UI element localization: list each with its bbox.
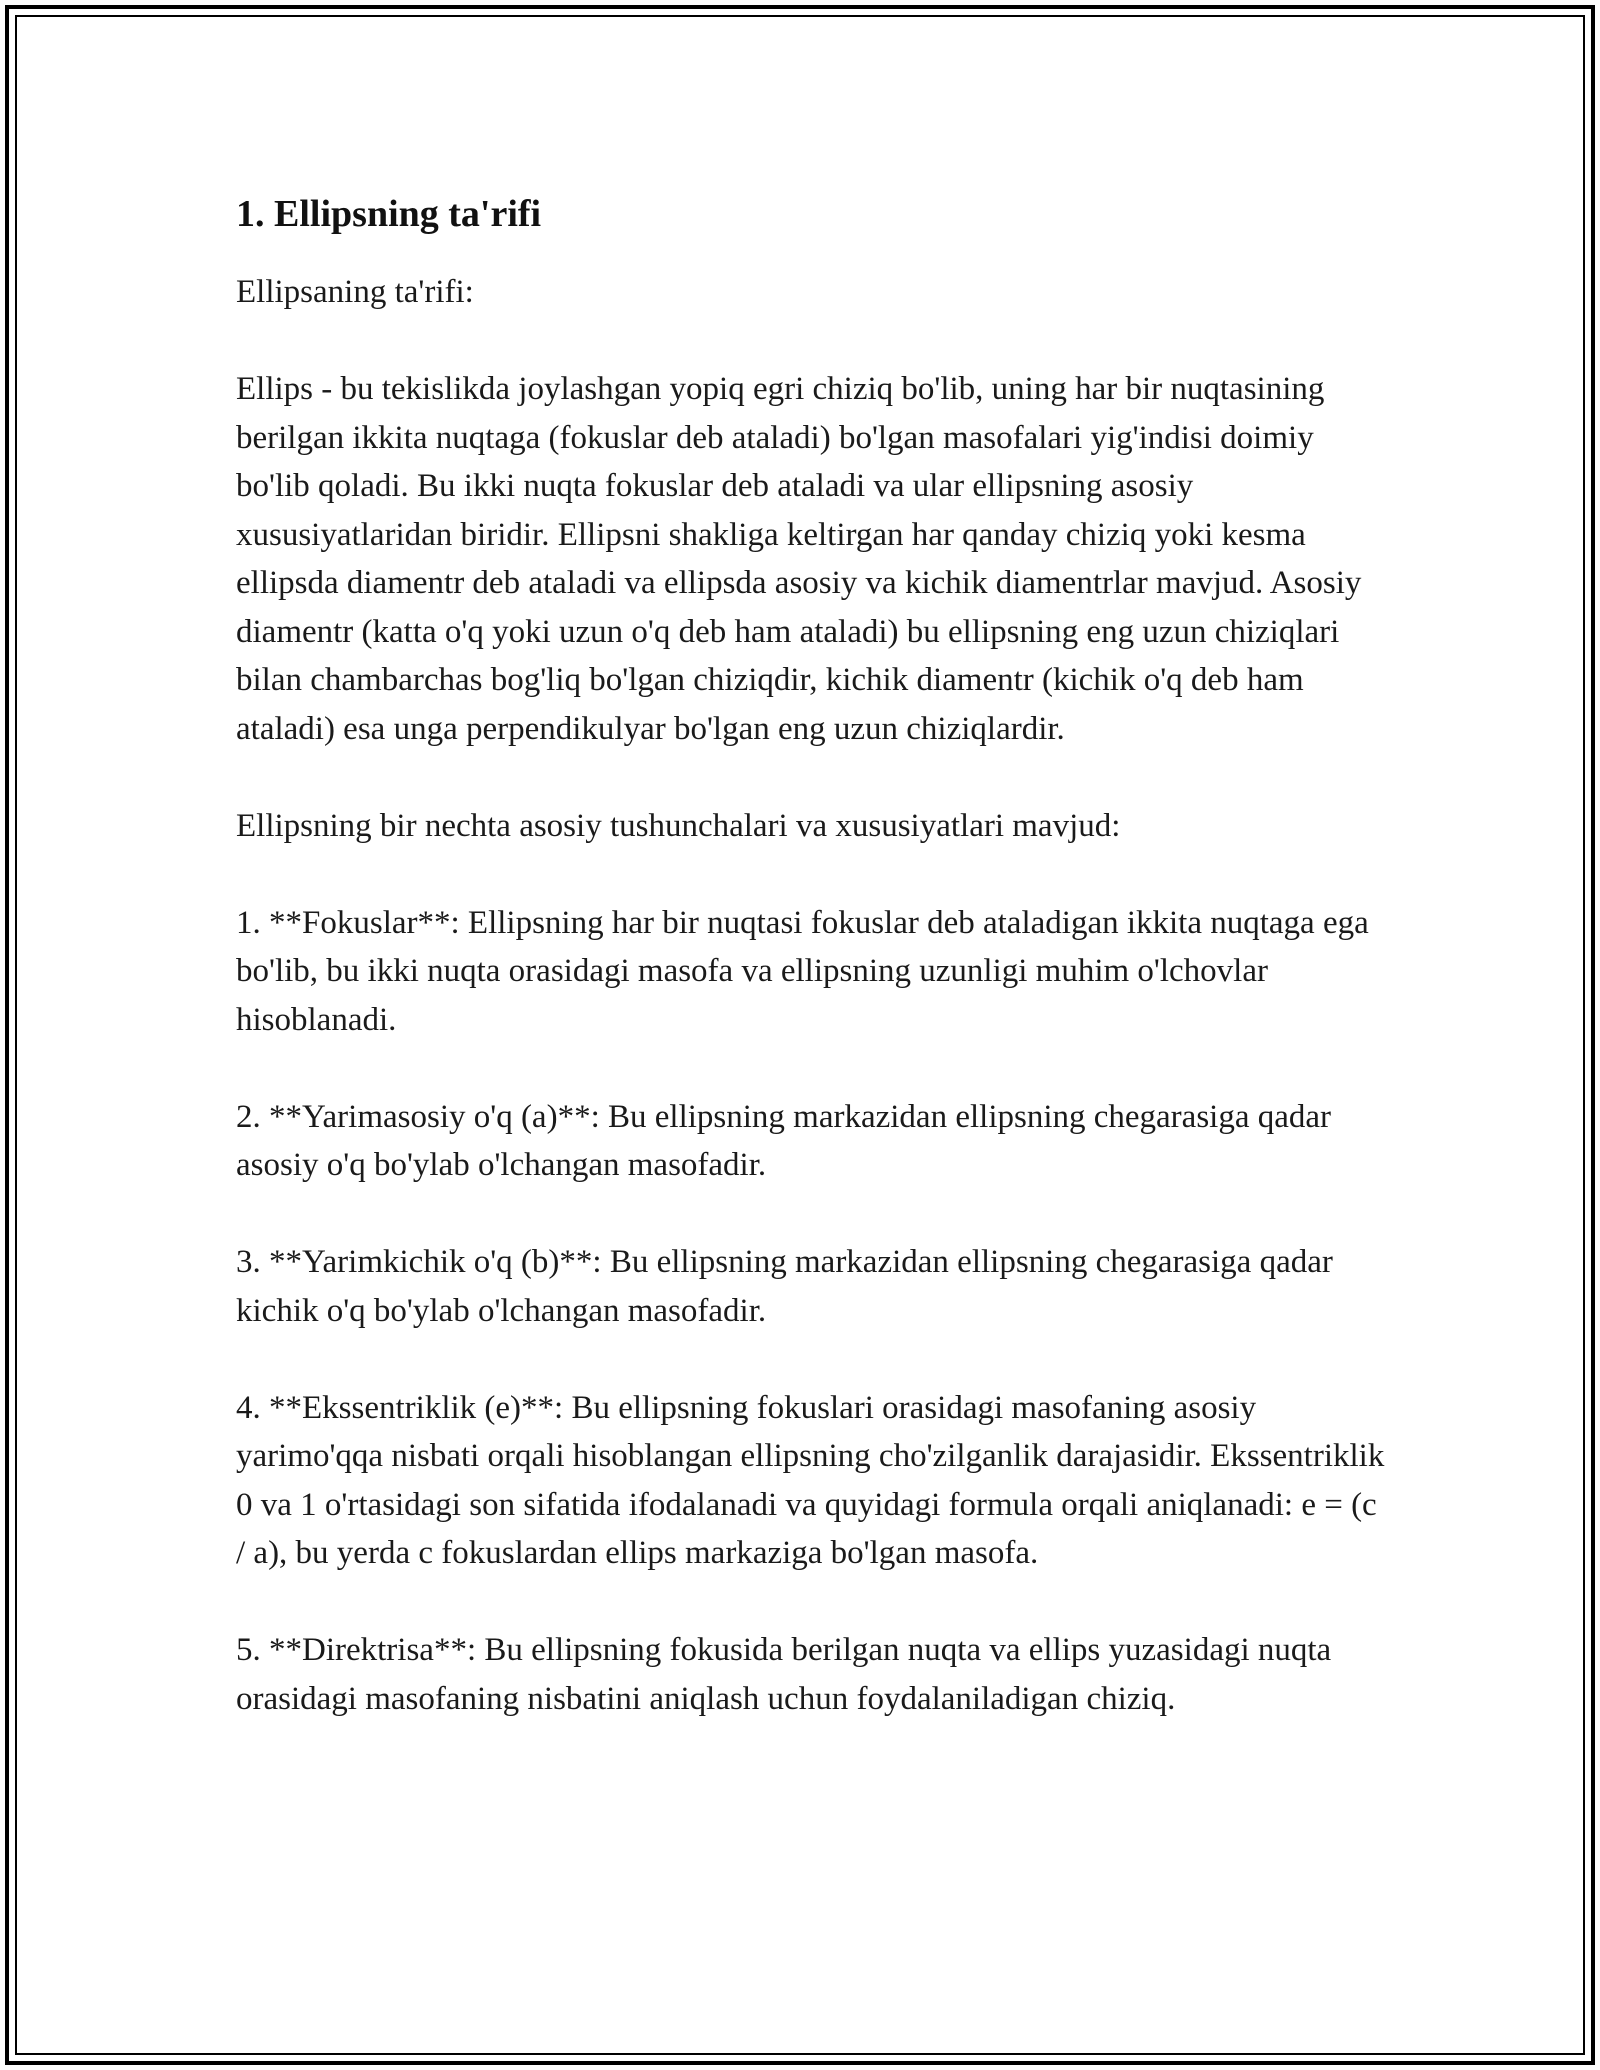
document-title: 1. Ellipsning ta'rifi xyxy=(236,193,542,235)
intro-label: Ellipsaning ta'rifi: xyxy=(236,274,474,310)
list-item-directrix: 5. **Direktrisa**: Bu ellipsning fokusida berilgan nuqta va ellips yuzasidagi nuqta orasidagi masofaning nisbatini aniqlash uchun foydalaniladigan chiziq. xyxy=(236,1632,1332,1717)
document-body xyxy=(236,186,1386,1723)
definition-paragraph: Ellips - bu tekislikda joylashgan yopiq egri chiziq bo'lib, uning har bir nuqtasining berilgan ikkita nuqtaga (fokuslar deb ataladi) bo'lgan masofalari yig'indisi doimiy bo'lib qoladi. Bu ikki nuqta fokuslar deb ataladi va ular ellipsning asosiy xususiyatlaridan biridir. Ellipsni shakliga keltirgan har qanday chiziq yoki kesma ellipsda diamentr deb ataladi va ellipsda asosiy va kichik diamentrlar mavjud. Asosiy diamentr (katta o'q yoki uzun o'q deb ham ataladi) bu ellipsning eng uzun chiziqlari bilan chambarchas bog'liq bo'lgan chiziqdir, kichik diamentr (kichik o'q deb ham ataladi) esa unga perpendikulyar bo'lgan eng uzun chiziqlardir. xyxy=(236,371,1362,747)
list-item-semi-major-axis: 2. **Yarimasosiy o'q (a)**: Bu ellipsning markazidan ellipsning chegarasiga qadar asosiy o'q bo'ylab o'lchangan masofadir. xyxy=(236,1098,1332,1183)
list-item-foci: 1. **Fokuslar**: Ellipsning har bir nuqtasi fokuslar deb ataladigan ikkita nuqtaga ega bo'lib, bu ikki nuqta orasidagi masofa va ellipsning uzunligi muhim o'lchovlar hisoblanadi. xyxy=(236,904,1369,1038)
properties-intro: Ellipsning bir nechta asosiy tushunchalari va xususiyatlari mavjud: xyxy=(236,807,1121,844)
list-item-semi-minor-axis: 3. **Yarimkichik o'q (b)**: Bu ellipsning markazidan ellipsning chegarasiga qadar kichik o'q bo'ylab o'lchangan masofadir. xyxy=(236,1244,1333,1329)
list-item-eccentricity: 4. **Ekssentriklik (e)**: Bu ellipsning fokuslari orasidagi masofaning asosiy yarimo'qqa nisbati orqali hisoblangan ellipsning cho'zilganlik darajasidir. Ekssentriklik 0 va 1 o'rtasidagi son sifatida ifodalanadi va quyidagi formula orqali aniqlanadi: e = (c / a), bu yerda c fokuslardan ellips markaziga bo'lgan masofa. xyxy=(236,1389,1385,1571)
